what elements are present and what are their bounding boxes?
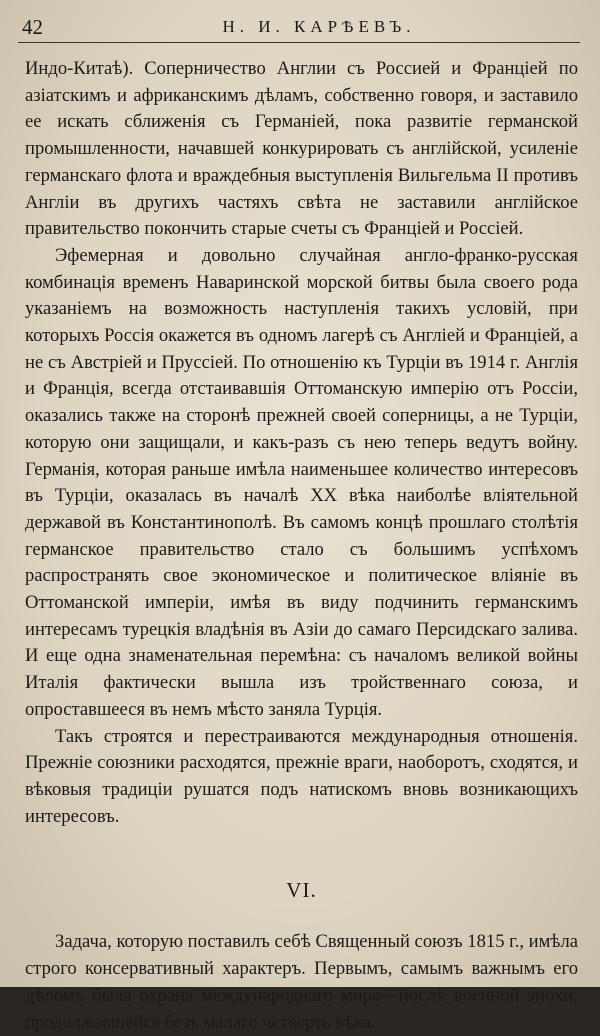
page-body [25,56,578,1036]
paragraph-continued: Индо-Китаѣ). Соперничество Англии съ Россией и Франціей по азіатскимъ и африканскимъ дѣламъ, собственно говоря, и заставило ее искать сближенія съ Германіей, пока развитіе германской промышленности, начавшей конкурировать съ англійской, усиленіе германскаго флота и враждебныя выступленія Вильгельма II противъ Англіи въ другихъ частяхъ свѣта не заставили англійское правительство покончить старые счеты съ Франціей и Россіей. [25,58,578,240]
running-title: Н. И. КАРѢЕВЪ. [222,17,416,36]
paragraph: Эфемерная и довольно случайная англо-франко-русская комбинація временъ Наваринской морской битвы была своего рода указаніемъ на возможность наступленія такихъ условій, при которыхъ Россія окажется въ одномъ лагерѣ съ Англіей и Франціей, а не съ Австріей и Пруссіей. По отношенію къ Турціи въ 1914 г. Англія и Франція, всегда отстаивавшія Оттоманскую имперію отъ Россіи, оказались также на сторонѣ прежней своей соперницы, а не Турціи, которую они защищали, и какъ-разъ съ нею теперь ведутъ войну. Германія, которая раньше имѣла наименьшее количество интересовъ въ Турціи, оказалась въ началѣ XX вѣка наиболѣе вліятельной державой въ Константинополѣ. Въ самомъ концѣ прошлаго столѣтія германское правительство стало съ большимъ успѣхомъ распространять свое экономическое и политическое вліяніе въ Оттоманской имперіи, имѣя въ виду подчинить германскимъ интересамъ турецкія владѣнія въ Азіи до самаго Персидскаго залива. И еще одна знаменательная перемѣна: съ началомъ великой войны Италія фактически вышла изъ тройственнаго союза, и опроставшееся въ немъ мѣсто заняла Турція. [25,244,578,720]
section-heading: VI. [286,878,317,903]
page-header [18,12,580,43]
section-paragraph: Задача, которую поставилъ себѣ Священный союзъ 1815 г., имѣла строго консервативный характеръ. Первымъ, самымъ важнымъ его дѣломъ была охрана международнаго мира—послѣ военной эпохи, продолжавшейся безъ малаго четверть вѣка. [25,931,578,1033]
paragraph: Такъ строятся и перестраиваются международныя отношенія. Прежніе союзники расходятся, прежніе враги, наоборотъ, сходятся, и вѣковыя традиціи рушатся подъ натискомъ вновь возникающихъ интересовъ. [25,725,578,827]
page-number: 42 [22,15,43,39]
